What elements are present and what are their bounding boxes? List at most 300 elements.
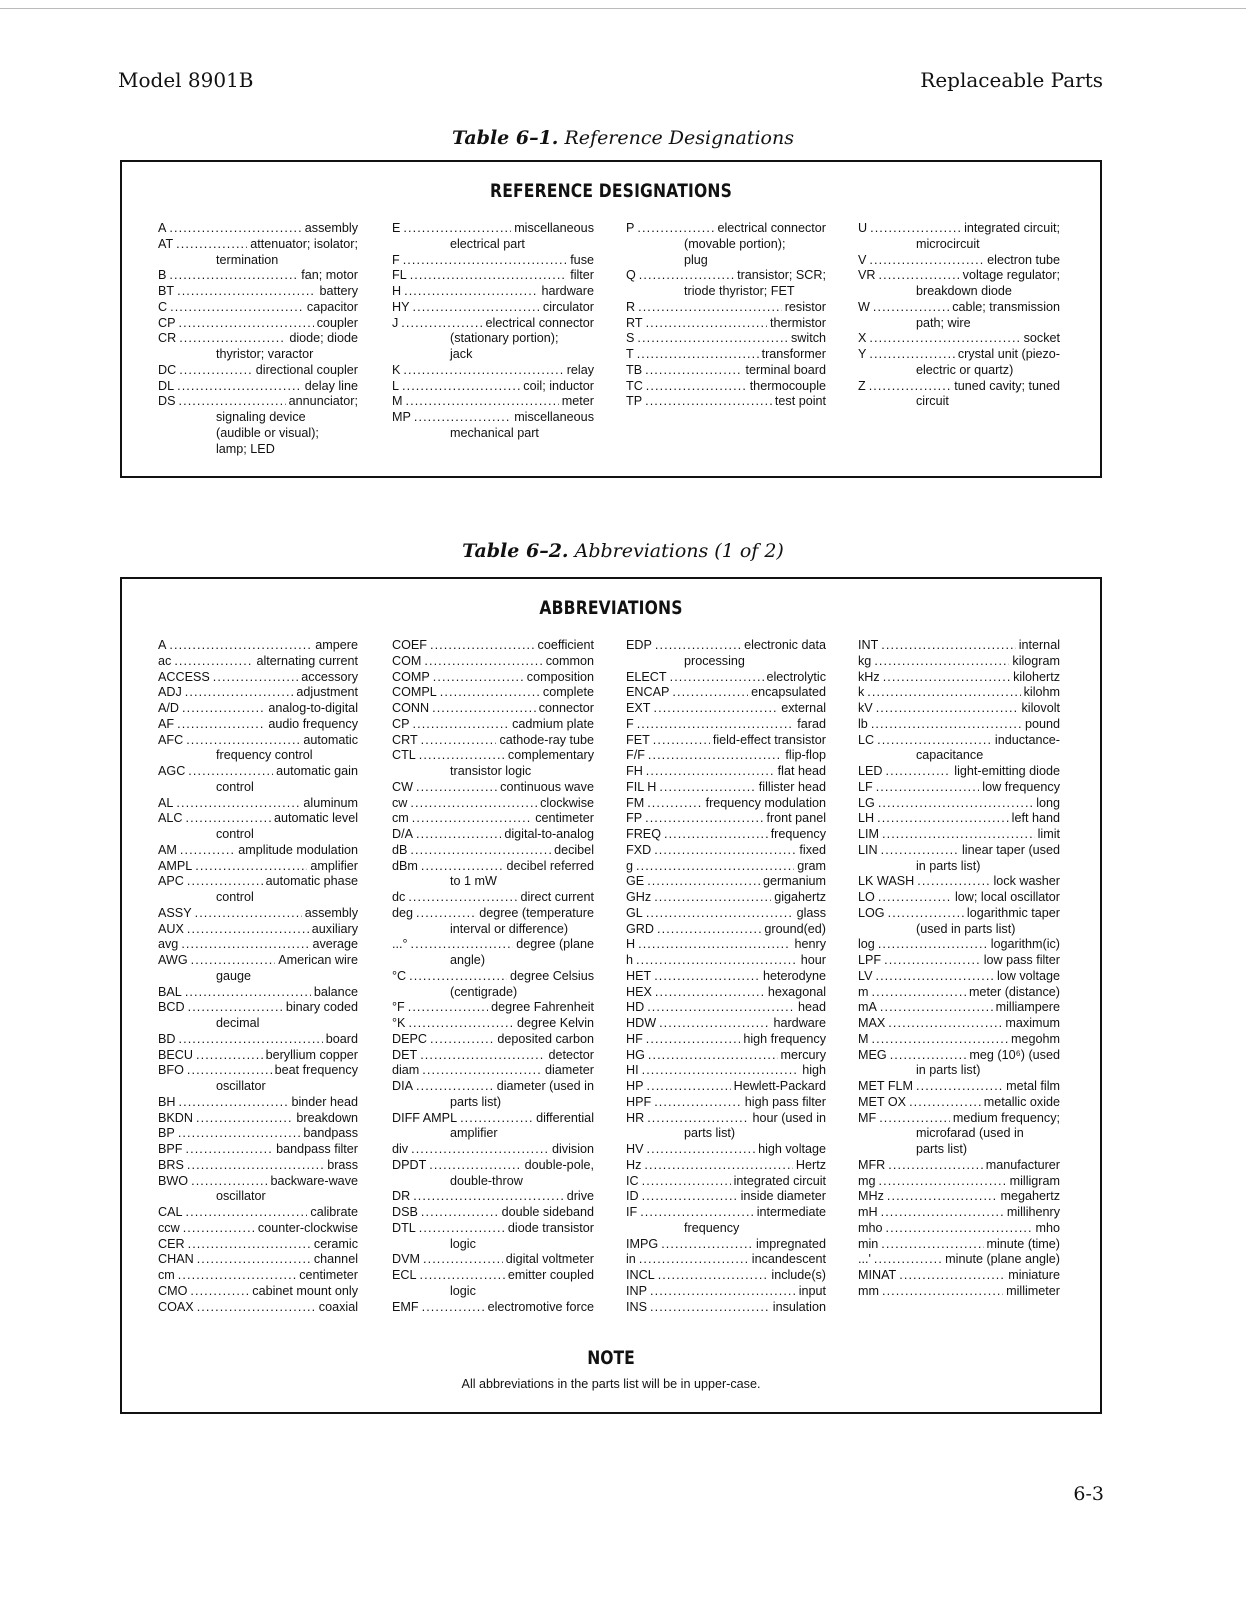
entry-continuation: control <box>216 779 254 794</box>
entry-continuation: path; wire <box>916 315 971 330</box>
entry-meaning: assembly <box>304 905 358 920</box>
glossary-entry <box>392 410 594 442</box>
entry-meaning: composition <box>526 669 594 684</box>
leader-dots <box>188 1000 283 1016</box>
leader-dots <box>197 1300 316 1316</box>
leader-dots <box>876 701 1019 717</box>
glossary-entry <box>626 843 826 859</box>
entry-first-line <box>858 1221 1060 1237</box>
entry-first-line <box>158 1000 358 1016</box>
entry-code: °K <box>392 1016 406 1030</box>
entry-meaning: high pass filter <box>744 1094 826 1109</box>
entry-meaning: meter (distance) <box>969 984 1060 999</box>
entry-code: CR <box>158 331 177 346</box>
glossary-entry <box>626 1284 826 1300</box>
entry-code: cm <box>158 1268 175 1282</box>
leader-dots <box>879 1111 950 1127</box>
entry-first-line <box>392 827 594 843</box>
entry-code: FP <box>626 811 643 826</box>
entry-first-line <box>626 1252 826 1268</box>
entry-meaning: digital voltmeter <box>505 1252 594 1267</box>
entry-first-line <box>392 1016 594 1032</box>
entry-first-line <box>858 1174 1060 1190</box>
leader-dots <box>169 221 301 237</box>
entry-code: deg <box>392 905 414 920</box>
entry-code: ACCESS <box>158 669 210 684</box>
entry-code: D/A <box>392 827 413 841</box>
entry-code: LH <box>858 811 875 826</box>
entry-first-line <box>858 379 1060 395</box>
entry-code: mH <box>858 1205 878 1219</box>
entry-code: HG <box>626 1047 645 1062</box>
glossary-entry <box>858 1205 1060 1221</box>
leader-dots <box>416 827 501 843</box>
entry-continuation: control <box>216 827 254 841</box>
entry-meaning: double sideband <box>501 1205 594 1219</box>
leader-dots <box>874 654 1009 670</box>
leader-dots <box>872 985 967 1001</box>
entry-meaning: accessory <box>301 669 358 684</box>
leader-dots <box>670 670 764 686</box>
entry-meaning: binder head <box>291 1094 358 1109</box>
entry-code: RT <box>626 315 643 330</box>
entry-continuation: (used in parts list) <box>916 921 1016 936</box>
entry-code: COEF <box>392 638 427 652</box>
leader-dots <box>877 733 992 749</box>
glossary-entry <box>392 670 594 686</box>
entry-code: EXT <box>626 701 651 715</box>
entry-first-line <box>158 237 358 253</box>
leader-dots <box>412 811 532 827</box>
entry-code: BP <box>158 1126 175 1141</box>
entry-first-line <box>626 670 826 686</box>
entry-code: EMF <box>392 1299 419 1314</box>
leader-dots <box>416 1079 494 1095</box>
entry-meaning: resistor <box>784 299 826 314</box>
leader-dots <box>642 1063 800 1079</box>
leader-dots <box>648 1048 778 1064</box>
entry-meaning: meter <box>561 394 594 409</box>
entry-first-line <box>626 638 826 654</box>
entry-code: HPF <box>626 1094 652 1109</box>
entry-meaning: inductance- <box>994 732 1060 747</box>
entry-code: ccw <box>158 1220 180 1235</box>
entry-code: X <box>858 331 867 346</box>
table1-column-1 <box>158 221 358 457</box>
entry-meaning: annunciator; <box>288 394 358 409</box>
entry-meaning: flip-flop <box>785 748 826 763</box>
entry-first-line <box>858 906 1060 922</box>
entry-meaning: crystal unit (piezo- <box>957 347 1060 361</box>
entry-meaning: ground(ed) <box>764 921 826 936</box>
entry-meaning: megohm <box>1011 1031 1060 1046</box>
leader-dots <box>420 1268 505 1284</box>
entry-first-line <box>392 1221 594 1237</box>
leader-dots <box>878 796 1033 812</box>
entry-first-line <box>158 685 358 701</box>
leader-dots <box>403 253 567 269</box>
glossary-entry <box>626 1268 826 1284</box>
entry-code: MHz <box>858 1189 884 1204</box>
entry-first-line <box>392 654 594 670</box>
entry-meaning: socket <box>1023 331 1060 346</box>
leader-dots <box>179 331 286 347</box>
entry-first-line <box>626 906 826 922</box>
leader-dots <box>636 859 794 875</box>
entry-meaning: intermediate <box>756 1205 826 1219</box>
leader-dots <box>176 796 300 812</box>
glossary-entry <box>158 1095 358 1111</box>
entry-code: avg <box>158 937 179 952</box>
entry-code: Z <box>858 378 866 393</box>
entry-meaning: glass <box>796 905 826 920</box>
entry-first-line <box>858 733 1060 749</box>
leader-dots <box>654 1095 742 1111</box>
glossary-entry <box>392 654 594 670</box>
entry-code: ASSY <box>158 905 192 920</box>
entry-code: L <box>392 378 400 393</box>
leader-dots <box>430 1032 494 1048</box>
leader-dots <box>179 1095 289 1111</box>
glossary-entry <box>858 1158 1060 1174</box>
entry-code: FXD <box>626 842 652 857</box>
leader-dots <box>180 843 235 859</box>
entry-first-line <box>158 906 358 922</box>
entry-meaning: high voltage <box>758 1142 826 1156</box>
leader-dots <box>183 1221 255 1237</box>
entry-code: GL <box>626 905 643 920</box>
entry-continuation: microfarad (used in <box>916 1126 1024 1141</box>
entry-code: HI <box>626 1063 639 1078</box>
entry-first-line <box>392 410 594 426</box>
glossary-entry <box>858 670 1060 686</box>
leader-dots <box>654 890 771 906</box>
entry-meaning: medium frequency; <box>952 1110 1060 1125</box>
entry-first-line <box>626 937 826 953</box>
entry-code: mA <box>858 1000 877 1015</box>
leader-dots <box>884 953 981 969</box>
glossary-entry <box>626 1111 826 1143</box>
glossary-entry <box>392 1268 594 1300</box>
glossary-entry <box>858 890 1060 906</box>
entry-code: DPDT <box>392 1157 427 1172</box>
leader-dots <box>179 363 253 379</box>
entry-meaning: centimeter <box>299 1268 358 1282</box>
entry-code: °C <box>392 968 407 983</box>
leader-dots <box>647 1111 749 1127</box>
entry-first-line <box>858 969 1060 985</box>
leader-dots <box>644 1158 793 1174</box>
entry-code: COM <box>392 653 422 668</box>
leader-dots <box>409 969 507 985</box>
entry-code: LED <box>858 764 883 778</box>
leader-dots <box>169 268 298 284</box>
glossary-entry <box>626 733 826 749</box>
entry-first-line <box>858 253 1060 269</box>
entry-meaning: fan; motor <box>301 268 358 283</box>
section-header: Replaceable Parts <box>920 68 1103 92</box>
entry-code: FH <box>626 764 643 778</box>
entry-first-line <box>626 859 826 875</box>
entry-meaning: frequency <box>770 827 826 841</box>
leader-dots <box>433 670 524 686</box>
entry-first-line <box>392 1268 594 1284</box>
entry-code: F <box>626 716 634 731</box>
table2-column-2 <box>392 638 594 1315</box>
leader-dots <box>401 316 482 332</box>
entry-first-line <box>392 748 594 764</box>
glossary-entry <box>858 827 1060 843</box>
entry-first-line <box>858 1268 1060 1284</box>
entry-first-line <box>158 221 358 237</box>
entry-meaning: emitter coupled <box>507 1268 594 1282</box>
entry-meaning: transistor; SCR; <box>737 268 826 283</box>
leader-dots <box>408 1016 514 1032</box>
entry-continuation: lamp; LED <box>216 441 275 456</box>
entry-code: INT <box>858 638 879 652</box>
entry-meaning: decibel referred <box>506 858 594 873</box>
entry-first-line <box>858 685 1060 701</box>
entry-first-line <box>392 937 594 953</box>
leader-dots <box>408 890 517 906</box>
entry-continuation: (stationary portion); <box>450 331 559 346</box>
entry-continuation: amplifier <box>450 1126 498 1141</box>
entry-continuation: parts list) <box>684 1126 736 1141</box>
entry-code: CAL <box>158 1205 183 1219</box>
entry-meaning: mercury <box>780 1047 826 1062</box>
entry-first-line <box>158 379 358 395</box>
table2-caption-label: Table 6–2. <box>462 540 569 562</box>
entry-meaning: heterodyne <box>762 968 826 983</box>
entry-code: A/D <box>158 701 179 715</box>
entry-meaning: aluminum <box>303 795 358 810</box>
leader-dots <box>650 1300 770 1316</box>
glossary-entry <box>626 748 826 764</box>
leader-dots <box>422 1063 542 1079</box>
leader-dots <box>886 1221 1033 1237</box>
glossary-entry <box>858 701 1060 717</box>
glossary-entry <box>626 221 826 268</box>
entry-meaning: kilohm <box>1023 685 1060 700</box>
entry-code: ELECT <box>626 669 667 684</box>
glossary-entry <box>858 906 1060 938</box>
glossary-entry <box>392 843 594 859</box>
entry-code: MF <box>858 1110 877 1125</box>
entry-meaning: direct current <box>520 890 594 904</box>
glossary-entry <box>392 1079 594 1111</box>
glossary-entry <box>626 363 826 379</box>
glossary-entry <box>858 953 1060 969</box>
glossary-entry <box>392 1252 594 1268</box>
glossary-entry <box>858 717 1060 733</box>
entry-first-line <box>626 316 826 332</box>
entry-code: A <box>158 221 167 235</box>
entry-continuation: in parts list) <box>916 858 981 873</box>
entry-code: INCL <box>626 1268 655 1282</box>
leader-dots <box>177 284 316 300</box>
entry-code: kg <box>858 653 872 668</box>
entry-first-line <box>626 811 826 827</box>
entry-first-line <box>858 654 1060 670</box>
leader-dots <box>661 1237 753 1253</box>
glossary-entry <box>858 1079 1060 1095</box>
glossary-entry <box>158 1126 358 1142</box>
glossary-entry <box>626 379 826 395</box>
entry-first-line <box>626 969 826 985</box>
leader-dots <box>188 764 273 780</box>
entry-first-line <box>392 300 594 316</box>
entry-meaning: backware-wave <box>270 1173 358 1188</box>
entry-first-line <box>626 331 826 347</box>
entry-continuation: in parts list) <box>916 1063 981 1078</box>
entry-first-line <box>158 1142 358 1158</box>
entry-continuation: processing <box>684 653 745 668</box>
leader-dots <box>186 1142 274 1158</box>
entry-first-line <box>626 1111 826 1127</box>
leader-dots <box>867 685 1020 701</box>
entry-meaning: common <box>545 653 594 668</box>
leader-dots <box>647 874 760 890</box>
entry-meaning: fixed <box>799 842 826 857</box>
entry-first-line <box>626 347 826 363</box>
entry-continuation: microcircuit <box>916 236 980 251</box>
glossary-entry <box>158 1268 358 1284</box>
entry-code: BH <box>158 1094 176 1109</box>
glossary-entry <box>158 379 358 395</box>
leader-dots <box>421 733 497 749</box>
entry-first-line <box>858 717 1060 733</box>
entry-code: FET <box>626 732 650 747</box>
entry-meaning: electron tube <box>987 252 1060 267</box>
entry-meaning: coefficient <box>537 638 594 652</box>
leader-dots <box>169 638 312 654</box>
entry-code: M <box>392 394 403 409</box>
entry-first-line <box>392 890 594 906</box>
entry-first-line <box>158 859 358 875</box>
leader-dots <box>639 1252 749 1268</box>
leader-dots <box>178 1268 296 1284</box>
leader-dots <box>637 221 714 237</box>
entry-code: mho <box>858 1220 883 1235</box>
glossary-entry <box>158 1111 358 1127</box>
entry-first-line <box>158 811 358 827</box>
leader-dots <box>917 874 990 890</box>
entry-continuation: jack <box>450 347 473 361</box>
glossary-entry <box>158 1048 358 1064</box>
leader-dots <box>881 1237 983 1253</box>
entry-meaning: binary coded <box>285 1000 358 1015</box>
entry-first-line <box>626 717 826 733</box>
entry-meaning: mho <box>1035 1220 1060 1235</box>
leader-dots <box>416 906 476 922</box>
leader-dots <box>186 811 272 827</box>
entry-meaning: thermocouple <box>749 378 826 393</box>
entry-code: LOG <box>858 905 885 920</box>
entry-meaning: lock washer <box>993 874 1060 889</box>
entry-meaning: light-emitting diode <box>954 764 1060 778</box>
entry-meaning: beat frequency <box>274 1063 358 1078</box>
leader-dots <box>882 1284 1003 1300</box>
entry-code: IC <box>626 1173 639 1188</box>
entry-first-line <box>392 1048 594 1064</box>
glossary-entry <box>626 1142 826 1158</box>
glossary-entry <box>626 874 826 890</box>
entry-code: LK WASH <box>858 874 915 889</box>
leader-dots <box>881 1205 1004 1221</box>
entry-code: log <box>858 937 875 952</box>
entry-meaning: test point <box>774 394 826 409</box>
entry-meaning: counter-clockwise <box>257 1220 358 1235</box>
entry-first-line <box>858 1189 1060 1205</box>
entry-meaning: digital-to-analog <box>504 827 594 841</box>
glossary-entry <box>626 985 826 1001</box>
entry-meaning: thermistor <box>770 315 826 330</box>
entry-code: DS <box>158 394 176 409</box>
glossary-entry <box>858 1252 1060 1268</box>
entry-meaning: input <box>798 1283 826 1298</box>
leader-dots <box>191 953 276 969</box>
entry-code: AGC <box>158 764 186 778</box>
glossary-entry <box>858 221 1060 253</box>
entry-code: dc <box>392 890 406 904</box>
entry-code: BFO <box>158 1063 184 1078</box>
entry-first-line <box>626 827 826 843</box>
glossary-entry <box>158 937 358 953</box>
glossary-entry <box>392 796 594 812</box>
entry-meaning: cathode-ray tube <box>499 732 594 747</box>
entry-code: INP <box>626 1283 647 1298</box>
leader-dots <box>429 1158 521 1174</box>
leader-dots <box>655 638 741 654</box>
entry-meaning: integrated circuit <box>733 1173 826 1188</box>
glossary-entry <box>626 1300 826 1316</box>
entry-first-line <box>626 922 826 938</box>
entry-code: MET FLM <box>858 1079 914 1093</box>
leader-dots <box>647 1142 756 1158</box>
leader-dots <box>916 1079 1003 1095</box>
entry-first-line <box>392 1000 594 1016</box>
entry-code: K <box>392 362 401 377</box>
entry-meaning: amplifier <box>310 858 358 873</box>
entry-continuation: termination <box>216 252 279 267</box>
entry-meaning: front panel <box>766 811 826 826</box>
leader-dots <box>646 906 794 922</box>
entry-code: F <box>392 252 400 267</box>
glossary-entry <box>626 796 826 812</box>
entry-code: GRD <box>626 921 654 936</box>
glossary-entry <box>392 1189 594 1205</box>
entry-meaning: tuned cavity; tuned <box>954 378 1060 393</box>
entry-meaning: meg (10⁶) (used <box>969 1047 1060 1062</box>
entry-first-line <box>158 733 358 749</box>
glossary-entry <box>158 922 358 938</box>
leader-dots <box>197 1252 311 1268</box>
entry-code: TP <box>626 394 643 409</box>
entry-meaning: automatic <box>303 732 358 747</box>
glossary-entry <box>158 237 358 269</box>
entry-code: DSB <box>392 1205 418 1219</box>
table2-caption <box>0 540 1246 562</box>
glossary-entry <box>158 316 358 332</box>
entry-meaning: circulator <box>542 299 594 314</box>
entry-continuation: frequency control <box>216 748 313 763</box>
leader-dots <box>646 764 775 780</box>
entry-meaning: metal film <box>1006 1079 1060 1093</box>
entry-continuation: triode thyristor; FET <box>684 284 795 298</box>
entry-code: MEG <box>858 1047 887 1062</box>
entry-first-line <box>392 1300 594 1316</box>
leader-dots <box>420 1048 545 1064</box>
